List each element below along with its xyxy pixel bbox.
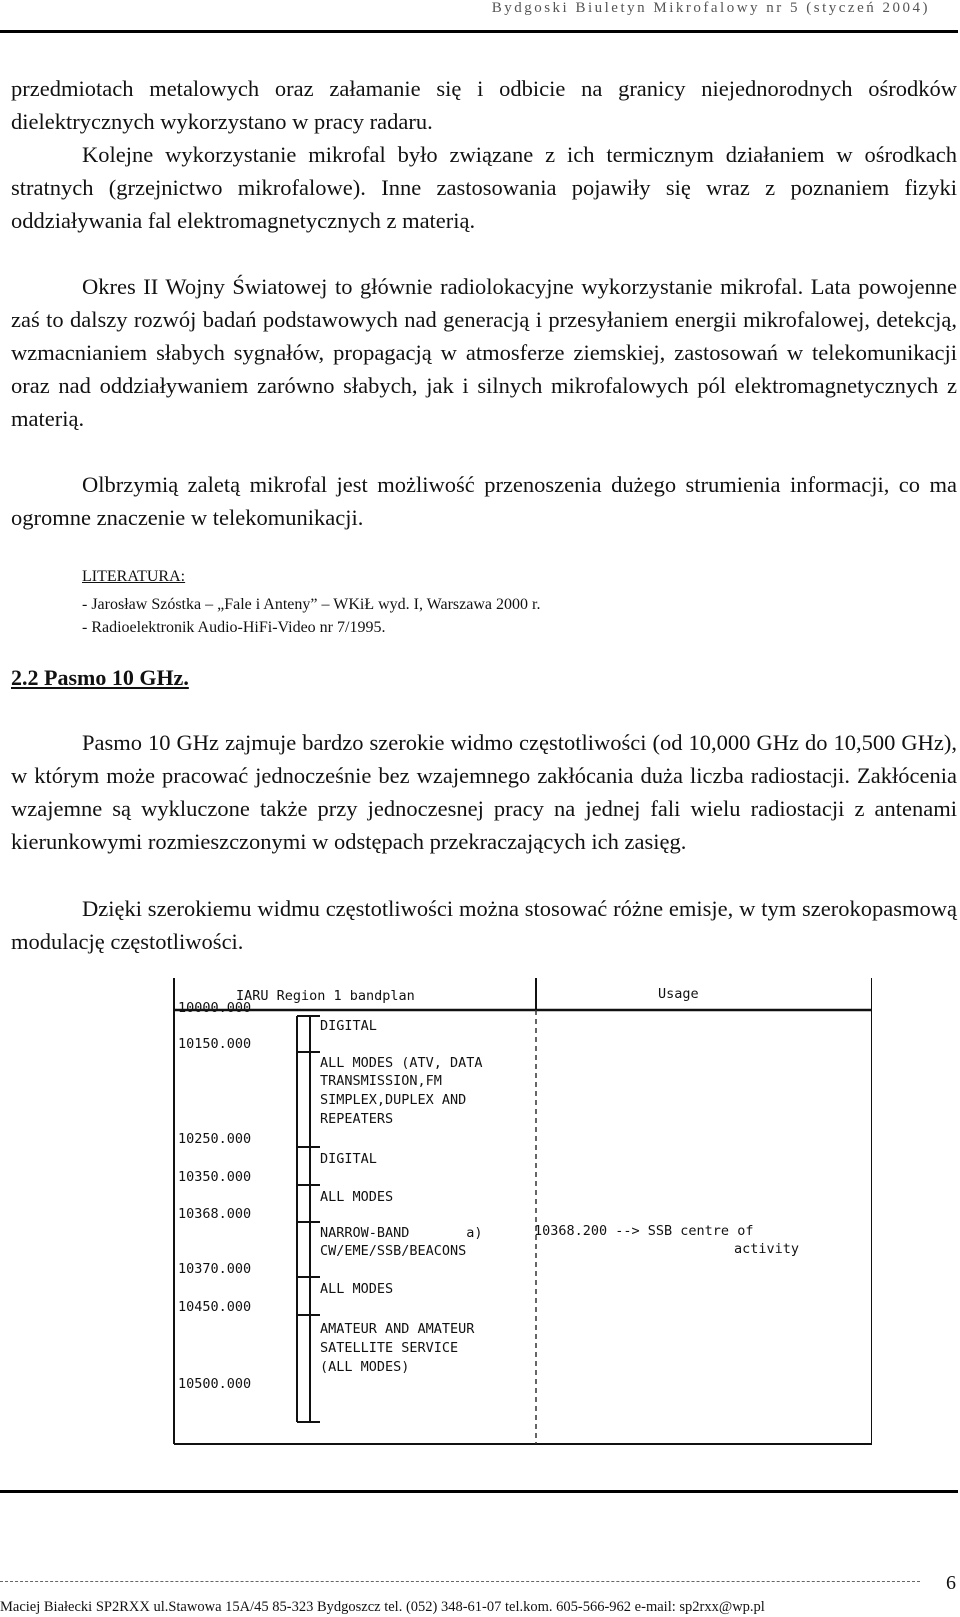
usage-note-line: activity — [734, 1241, 800, 1257]
freq-label: 10368.000 — [178, 1206, 252, 1222]
freq-label: 10150.000 — [178, 1036, 252, 1052]
usage-note-line: 10368.200 --> SSB centre of — [534, 1223, 754, 1239]
bandplan-title: IARU Region 1 bandplan — [236, 988, 415, 1004]
body-paragraph-4: Olbrzymią zaletą mikrofal jest możliwość przenoszenia dużego strumienia informacji, co ma ogromne znaczenie w telekomunikacji. — [11, 472, 957, 530]
page-number: 6 — [946, 1572, 956, 1594]
freq-label: 10450.000 — [178, 1299, 252, 1315]
bandplan-usage — [320, 1018, 799, 1375]
segment-all-modes: ALL MODES — [320, 1281, 394, 1297]
footer-dashed-rule — [0, 1581, 920, 1582]
segment-digital: DIGITAL — [320, 1018, 377, 1034]
segment-all-modes-line: ALL MODES (ATV, DATA — [320, 1055, 483, 1071]
segment-amateur-line: (ALL MODES) — [320, 1359, 410, 1375]
literature-heading: LITERATURA: — [82, 568, 186, 585]
segment-all-modes-line: REPEATERS — [320, 1111, 394, 1127]
body-paragraph-1: przedmiotach metalowych oraz załamanie się i odbicie na granicy niejednorodnych ośrodków dielektrycznych wykorzystano w pracy radaru. — [11, 76, 957, 134]
section-paragraph-1: Pasmo 10 GHz zajmuje bardzo szerokie widmo częstotliwości (od 10,000 GHz do 10,500 GHz), w którym może pracować jednocześnie bez wzajemnego zakłócania duża liczba radiostacji. Zakłócenia wzajemne są wykluczone także przy jednoczesnej pracy na jednej fali wielu radiostacji z antenami kierunkowymi rozmieszczonymi w odstępach przekraczających ich zasięg. — [11, 730, 957, 854]
literature-item-2: - Radioelektronik Audio-HiFi-Video nr 7/1995. — [82, 619, 386, 636]
bandplan-table — [172, 978, 872, 1448]
segment-narrow-band-line: CW/EME/SSB/BEACONS — [320, 1243, 467, 1259]
body-paragraph-3: Okres II Wojny Światowej to głównie radiolokacyjne wykorzystanie mikrofal. Lata powojenne zaś to dalszy rozwój badań podstawowych nad generacją i przesyłaniem energii mikrofalowej, detekcją, wzmacnianiem słabych sygnałów, propagacją w atmosferze ziemskiej, zastosowań w telekomunikacji oraz nad oddziaływaniem zarówno słabych, jak i silnych mikrofalowych pól elektromagnetycznych z materią. — [11, 274, 957, 431]
freq-label: 10000.000 — [178, 1000, 252, 1016]
segment-amateur-line: AMATEUR AND AMATEUR — [320, 1321, 475, 1337]
segment-digital: DIGITAL — [320, 1151, 377, 1167]
segment-amateur-line: SATELLITE SERVICE — [320, 1340, 459, 1356]
body-paragraph-2: Kolejne wykorzystanie mikrofal było związane z ich termicznym działaniem w ośrodkach stratnych (grzejnictwo mikrofalowe). Inne zastosowania pojawiły się wraz z poznaniem fizyki oddziaływania fal elektromagnetycznych z materią. — [11, 142, 957, 233]
freq-label: 10500.000 — [178, 1376, 252, 1392]
freq-label: 10250.000 — [178, 1131, 252, 1147]
segment-narrow-band-line: NARROW-BAND a) — [320, 1225, 483, 1241]
header-rule — [0, 30, 958, 33]
bandplan-ticks — [297, 1016, 320, 1422]
section-title: 2.2 Pasmo 10 GHz. — [11, 665, 189, 690]
bandplan-usage-header: Usage — [658, 986, 699, 1002]
segment-all-modes-line: SIMPLEX,DUPLEX AND — [320, 1092, 467, 1108]
segment-all-modes: ALL MODES — [320, 1189, 394, 1205]
footer-contact: Maciej Białecki SP2RXX ul.Stawowa 15A/45 85-323 Bydgoszcz tel. (052) 348-61-07 tel.kom. 605-566-962 e-mail: sp2rxx@wp.pl — [0, 1599, 765, 1615]
section-paragraph-2: Dzięki szerokiemu widmu częstotliwości można stosować różne emisje, w tym szerokopasmową modulację częstotliwości. — [11, 896, 957, 954]
footer-rule — [0, 1490, 958, 1493]
bandplan-frequencies — [178, 1000, 251, 1392]
freq-label: 10350.000 — [178, 1169, 252, 1185]
freq-label: 10370.000 — [178, 1261, 252, 1277]
literature-item-1: - Jarosław Szóstka – „Fale i Anteny” – WKiŁ wyd. I, Warszawa 2000 r. — [82, 596, 541, 613]
running-header: Bydgoski Biuletyn Mikrofalowy nr 5 (styczeń 2004) — [491, 0, 930, 16]
segment-all-modes-line: TRANSMISSION,FM — [320, 1073, 442, 1089]
